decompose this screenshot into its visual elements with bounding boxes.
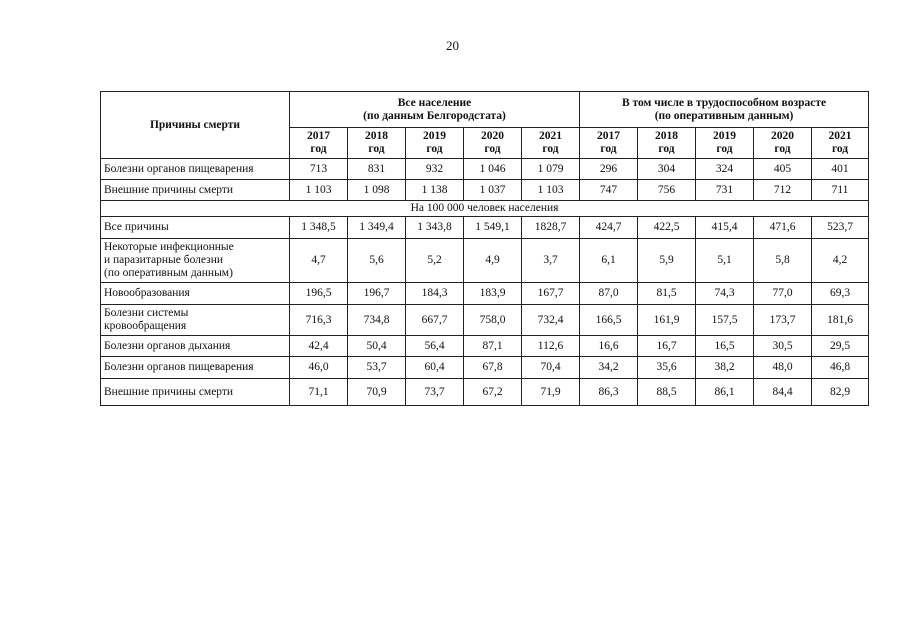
value-cell: 88,5 — [638, 379, 696, 406]
year-value: 2017 — [597, 130, 621, 142]
table-row — [101, 180, 869, 201]
all-population-header — [290, 92, 580, 128]
cause-cell: Внешние причины смерти — [101, 379, 290, 406]
year-value: 2017 — [307, 130, 330, 142]
value-cell: 471,6 — [754, 217, 812, 239]
value-cell: 716,3 — [290, 305, 348, 336]
value-cell: 758,0 — [464, 305, 522, 336]
value-cell: 4,7 — [290, 239, 348, 283]
value-cell: 3,7 — [522, 239, 580, 283]
value-cell: 173,7 — [754, 305, 812, 336]
table-row — [101, 217, 869, 239]
value-cell: 46,0 — [290, 357, 348, 379]
value-cell: 1 348,5 — [290, 217, 348, 239]
cause-cell: Болезни органов дыхания — [101, 336, 290, 357]
value-cell: 16,6 — [580, 336, 638, 357]
year-value: 2019 — [423, 130, 446, 142]
year-header — [406, 128, 464, 159]
year-suffix: год — [542, 143, 559, 155]
value-cell: 747 — [580, 180, 638, 201]
value-cell: 1 098 — [348, 180, 406, 201]
year-header — [812, 128, 869, 159]
table-row — [101, 201, 869, 217]
value-cell: 67,8 — [464, 357, 522, 379]
year-suffix: год — [310, 143, 327, 155]
table-body — [101, 159, 869, 406]
value-cell: 48,0 — [754, 357, 812, 379]
value-cell: 161,9 — [638, 305, 696, 336]
value-cell: 4,2 — [812, 239, 869, 283]
value-cell: 77,0 — [754, 283, 812, 305]
cause-cell: Болезни органов пищеварения — [101, 357, 290, 379]
year-value: 2020 — [771, 130, 795, 142]
value-cell: 74,3 — [696, 283, 754, 305]
value-cell: 56,4 — [406, 336, 464, 357]
value-cell: 5,8 — [754, 239, 812, 283]
table-row — [101, 283, 869, 305]
year-header — [696, 128, 754, 159]
value-cell: 415,4 — [696, 217, 754, 239]
working-age-source: (по оперативным данным) — [654, 109, 794, 122]
value-cell: 60,4 — [406, 357, 464, 379]
value-cell: 184,3 — [406, 283, 464, 305]
value-cell: 1 349,4 — [348, 217, 406, 239]
year-header — [348, 128, 406, 159]
value-cell: 1 037 — [464, 180, 522, 201]
value-cell: 16,5 — [696, 336, 754, 357]
cause-cell: Болезни системы кровообращения — [101, 305, 290, 336]
year-value: 2018 — [655, 130, 679, 142]
value-cell: 711 — [812, 180, 869, 201]
working-age-header — [580, 92, 869, 128]
year-suffix: год — [774, 143, 791, 155]
value-cell: 67,2 — [464, 379, 522, 406]
year-header — [464, 128, 522, 159]
value-cell: 5,6 — [348, 239, 406, 283]
value-cell: 70,4 — [522, 357, 580, 379]
value-cell: 5,2 — [406, 239, 464, 283]
table-header — [101, 92, 869, 159]
value-cell: 34,2 — [580, 357, 638, 379]
value-cell: 831 — [348, 159, 406, 180]
value-cell: 87,0 — [580, 283, 638, 305]
value-cell: 53,7 — [348, 357, 406, 379]
working-age-title: В том числе в трудоспособном возрасте — [621, 96, 827, 109]
value-cell: 46,8 — [812, 357, 869, 379]
cause-column-header: Причины смерти — [101, 92, 290, 159]
value-cell: 86,1 — [696, 379, 754, 406]
year-suffix: год — [831, 143, 849, 155]
value-cell: 42,4 — [290, 336, 348, 357]
table-row — [101, 336, 869, 357]
year-suffix: год — [716, 143, 733, 155]
value-cell: 167,7 — [522, 283, 580, 305]
value-cell: 73,7 — [406, 379, 464, 406]
year-suffix: год — [484, 143, 501, 155]
all-population-title: Все население — [397, 96, 472, 109]
value-cell: 523,7 — [812, 217, 869, 239]
value-cell: 5,9 — [638, 239, 696, 283]
year-header — [754, 128, 812, 159]
value-cell: 87,1 — [464, 336, 522, 357]
value-cell: 71,1 — [290, 379, 348, 406]
value-cell: 424,7 — [580, 217, 638, 239]
value-cell: 86,3 — [580, 379, 638, 406]
cause-cell: Все причины — [101, 217, 290, 239]
value-cell: 183,9 — [464, 283, 522, 305]
cause-cell: Некоторые инфекционные и паразитарные болезни (по оперативным данным) — [101, 239, 290, 283]
year-value: 2021 — [828, 130, 852, 142]
value-cell: 734,8 — [348, 305, 406, 336]
year-suffix: год — [600, 143, 617, 155]
value-cell: 181,6 — [812, 305, 869, 336]
cause-cell: Внешние причины смерти — [101, 180, 290, 201]
value-cell: 324 — [696, 159, 754, 180]
table-row — [101, 305, 869, 336]
value-cell: 1 046 — [464, 159, 522, 180]
value-cell: 1 138 — [406, 180, 464, 201]
value-cell: 1 103 — [522, 180, 580, 201]
year-value: 2020 — [481, 130, 504, 142]
value-cell: 70,9 — [348, 379, 406, 406]
value-cell: 712 — [754, 180, 812, 201]
year-suffix: год — [658, 143, 675, 155]
value-cell: 296 — [580, 159, 638, 180]
value-cell: 756 — [638, 180, 696, 201]
value-cell: 71,9 — [522, 379, 580, 406]
year-header — [522, 128, 580, 159]
cause-cell: Болезни органов пищеварения — [101, 159, 290, 180]
all-population-source: (по данным Белгородстата) — [363, 109, 506, 122]
table-row — [101, 379, 869, 406]
value-cell: 166,5 — [580, 305, 638, 336]
value-cell: 304 — [638, 159, 696, 180]
value-cell: 932 — [406, 159, 464, 180]
value-cell: 713 — [290, 159, 348, 180]
value-cell: 196,7 — [348, 283, 406, 305]
table-row — [101, 159, 869, 180]
value-cell: 405 — [754, 159, 812, 180]
year-header — [290, 128, 348, 159]
value-cell: 112,6 — [522, 336, 580, 357]
year-value: 2021 — [539, 130, 562, 142]
year-header — [580, 128, 638, 159]
value-cell: 1828,7 — [522, 217, 580, 239]
value-cell: 157,5 — [696, 305, 754, 336]
value-cell: 401 — [812, 159, 869, 180]
value-cell: 422,5 — [638, 217, 696, 239]
year-suffix: год — [368, 143, 385, 155]
value-cell: 84,4 — [754, 379, 812, 406]
year-header — [638, 128, 696, 159]
table-row — [101, 357, 869, 379]
value-cell: 1 343,8 — [406, 217, 464, 239]
value-cell: 731 — [696, 180, 754, 201]
value-cell: 16,7 — [638, 336, 696, 357]
value-cell: 50,4 — [348, 336, 406, 357]
value-cell: 1 079 — [522, 159, 580, 180]
year-value: 2018 — [365, 130, 388, 142]
value-cell: 38,2 — [696, 357, 754, 379]
mortality-table — [100, 91, 869, 406]
value-cell: 1 549,1 — [464, 217, 522, 239]
table-row — [101, 239, 869, 283]
value-cell: 29,5 — [812, 336, 869, 357]
value-cell: 1 103 — [290, 180, 348, 201]
year-suffix: год — [426, 143, 443, 155]
value-cell: 6,1 — [580, 239, 638, 283]
year-value: 2019 — [713, 130, 737, 142]
page-number: 20 — [446, 38, 459, 53]
value-cell: 35,6 — [638, 357, 696, 379]
value-cell: 30,5 — [754, 336, 812, 357]
value-cell: 196,5 — [290, 283, 348, 305]
per-100k-label: На 100 000 человек населения — [101, 201, 869, 217]
value-cell: 5,1 — [696, 239, 754, 283]
cause-cell: Новообразования — [101, 283, 290, 305]
value-cell: 4,9 — [464, 239, 522, 283]
value-cell: 732,4 — [522, 305, 580, 336]
value-cell: 667,7 — [406, 305, 464, 336]
value-cell: 82,9 — [812, 379, 869, 406]
value-cell: 81,5 — [638, 283, 696, 305]
value-cell: 69,3 — [812, 283, 869, 305]
